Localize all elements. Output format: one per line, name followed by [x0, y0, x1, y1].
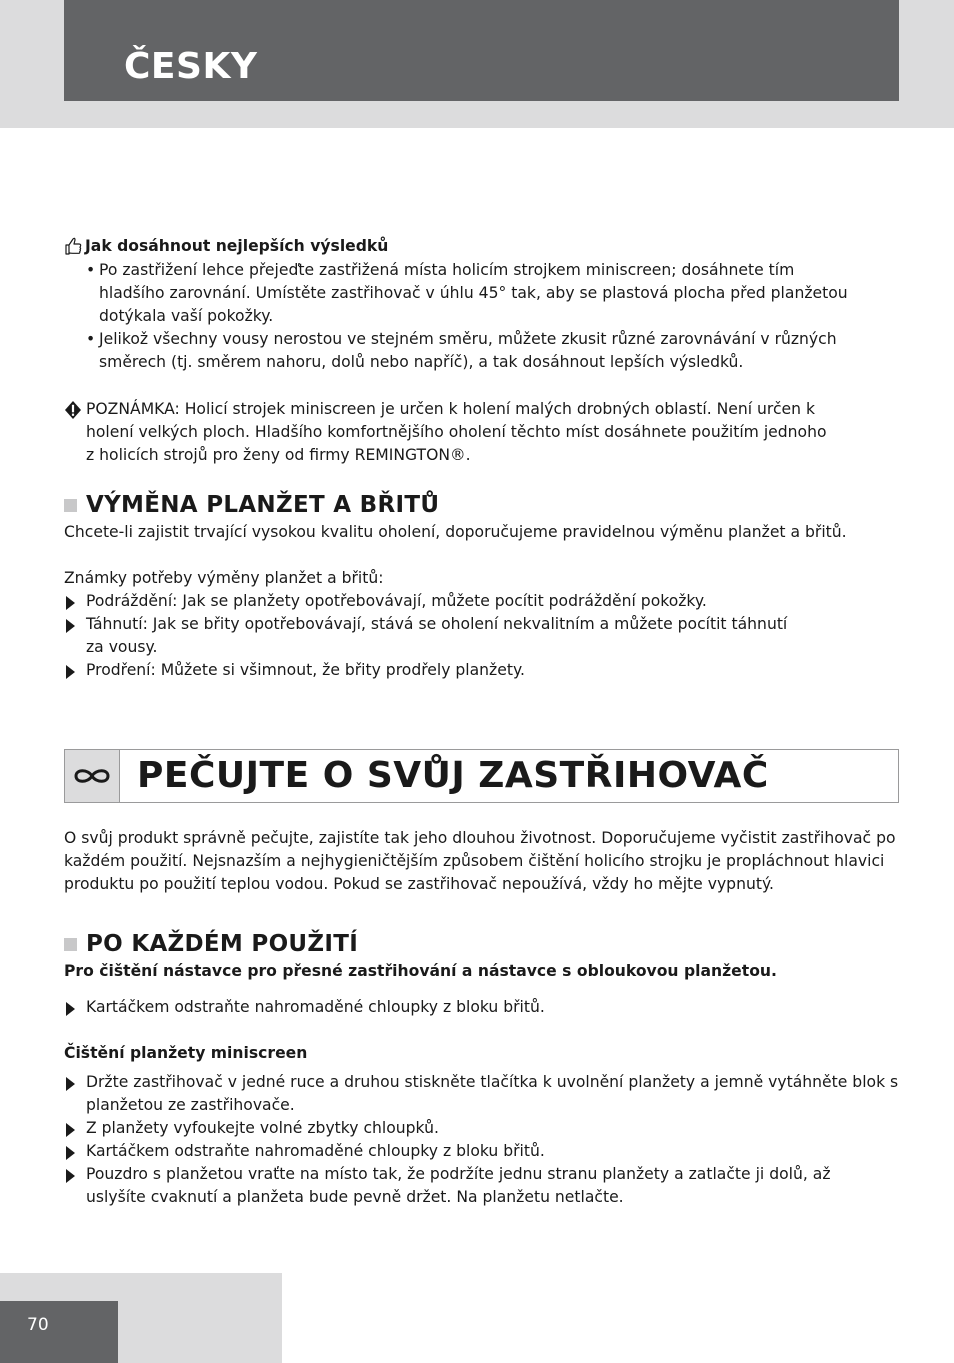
list-item: Táhnutí: Jak se břity opotřebovávají, stává se oholení nekvalitním a můžete pocítit táhnutí za vousy.	[64, 613, 864, 659]
page-number: 70	[27, 1315, 49, 1335]
list-item: Pouzdro s planžetou vraťte na místo tak, že podržíte jednu stranu planžety a zatlačte ji dolů, až uslyšíte cvaknutí a planžeta bude pevně držet. Na planžetu netlačte.	[64, 1163, 914, 1209]
language-bar	[64, 0, 899, 101]
note-block	[64, 398, 854, 467]
list-item: • Jelikož všechny vousy nerostou ve stejném směru, můžete zkusit různé zarovnávání v různých směrech (tj. směrem nahoru, dolů nebo napříč), a tak dosáhnout lepších výsledků.	[86, 328, 866, 374]
tips-title: Jak dosáhnout nejlepších výsledků	[85, 237, 389, 255]
replace-heading: VÝMĚNA PLANŽET A BŘITŮ	[64, 492, 439, 518]
replace-signs-list	[64, 590, 864, 682]
list-item: Kartáčkem odstraňte nahromaděné chloupky z bloku břitů.	[64, 1140, 914, 1163]
after-use-heading: PO KAŽDÉM POUŽITÍ	[64, 931, 358, 957]
thumbs-up-icon	[64, 236, 82, 256]
page-number-box	[0, 1301, 118, 1363]
tips-heading	[64, 236, 388, 256]
care-icon-cell	[65, 750, 120, 802]
note-text: POZNÁMKA: Holicí strojek miniscreen je určen k holení malých drobných oblastí. Není určen k holení velkých ploch. Hladšího komfortnějšího oholení těchto míst dosáhnete použitím jednoho z holicích strojů pro ženy od firmy REMINGTON®.	[86, 400, 827, 464]
miniscreen-title: Čištění planžety miniscreen	[64, 1044, 308, 1062]
replace-intro: Chcete-li zajistit trvající vysokou kvalitu oholení, doporučujeme pravidelnou výměnu planžet a břitů.	[64, 523, 847, 541]
list-item: Držte zastřihovač v jedné ruce a druhou stiskněte tlačítka k uvolnění planžety a jemně vytáhněte blok s planžetou ze zastřihovače.	[64, 1071, 914, 1117]
warning-icon	[64, 400, 82, 420]
square-bullet-icon	[64, 499, 77, 512]
list-item: Z planžety vyfoukejte volné zbytky chloupků.	[64, 1117, 914, 1140]
list-item: • Po zastřižení lehce přejeďte zastřižená místa holicím strojkem miniscreen; dosáhnete tím hladšího zarovnání. Umístěte zastřihovač v úhlu 45° tak, aby se plastová plocha před planžetou dotýkala vaší pokožky.	[86, 259, 866, 328]
care-title-box	[64, 749, 899, 803]
miniscreen-list	[64, 1071, 914, 1209]
tips-list	[86, 259, 866, 374]
language-title: ČESKY	[124, 46, 258, 87]
infinity-icon	[72, 765, 112, 787]
after-use-subheading: Pro čištění nástavce pro přesné zastřihování a nástavce s obloukovou planžetou.	[64, 962, 777, 980]
list-item: Kartáčkem odstraňte nahromaděné chloupky z bloku břitů.	[64, 996, 914, 1019]
list-item: Prodření: Můžete si všimnout, že břity prodřely planžety.	[64, 659, 864, 682]
after-use-list	[64, 996, 914, 1019]
list-item: Podráždění: Jak se planžety opotřebovávají, můžete pocítit podráždění pokožky.	[64, 590, 864, 613]
replace-signs-label: Známky potřeby výměny planžet a břitů:	[64, 569, 384, 587]
care-paragraph: O svůj produkt správně pečujte, zajistíte tak jeho dlouhou životnost. Doporučujeme vyčistit zastřihovač po každém použití. Nejsnazším a nejhygieničtějším způsobem čištění holicího strojku je propláchnout hlavici produktu po použití teplou vodou. Pokud se zastřihovač nepoužívá, vždy ho mějte vypnutý.	[64, 829, 896, 893]
square-bullet-icon	[64, 938, 77, 951]
care-title: PEČUJTE O SVŮJ ZASTŘIHOVAČ	[137, 755, 769, 796]
